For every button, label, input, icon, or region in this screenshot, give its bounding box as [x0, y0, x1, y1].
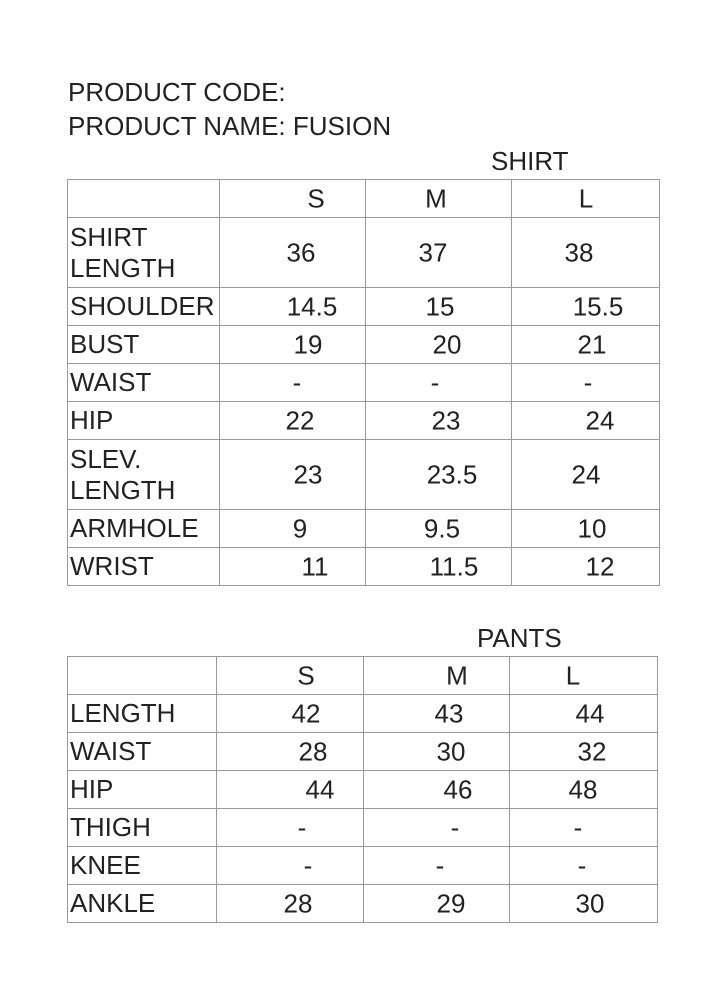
- measurement-value-cell: [510, 847, 658, 885]
- measurement-label-cell: [68, 885, 217, 923]
- measurement-value: -: [577, 850, 587, 880]
- measurement-value: 44: [305, 774, 335, 804]
- measurement-value: 44: [575, 698, 605, 728]
- shirt-section-title: SHIRT: [491, 146, 569, 176]
- measurement-value: 48: [568, 774, 598, 804]
- measurement-value: 12: [585, 551, 615, 581]
- size-label: M: [446, 660, 468, 690]
- measurement-value-cell: [220, 288, 366, 326]
- measurement-value-cell: [364, 847, 510, 885]
- measurement-value: 9.5: [423, 513, 461, 543]
- measurement-value-cell: [364, 733, 510, 771]
- measurement-value: 46: [443, 774, 473, 804]
- measurement-label-cell: [68, 695, 217, 733]
- measurement-value-cell: [512, 288, 660, 326]
- measurement-label: LENGTH: [70, 698, 176, 728]
- measurement-value-cell: [217, 771, 364, 809]
- measurement-value: -: [573, 812, 583, 842]
- measurement-value-cell: [510, 809, 658, 847]
- measurement-label: WRIST: [70, 551, 154, 581]
- measurement-label: SLEV.: [70, 443, 142, 474]
- measurement-value-cell: [510, 771, 658, 809]
- product-name-label: PRODUCT NAME: FUSION: [68, 111, 392, 141]
- measurement-value-cell: [366, 510, 512, 548]
- measurement-value-cell: [220, 510, 366, 548]
- measurement-value: 10: [577, 513, 607, 543]
- measurement-value-cell: [364, 885, 510, 923]
- measurement-row: [68, 548, 660, 586]
- measurement-value-cell: [366, 326, 512, 364]
- measurement-value-cell: [510, 695, 658, 733]
- measurement-value: -: [303, 850, 313, 880]
- measurement-label: HIP: [70, 774, 114, 804]
- measurement-value-cell: [364, 695, 510, 733]
- size-header-cell: [366, 180, 512, 218]
- measurement-label-cell: [68, 809, 217, 847]
- size-header-cell: [364, 657, 510, 695]
- measurement-label-cell: [68, 847, 217, 885]
- measurement-value: 36: [286, 237, 316, 267]
- measurement-value-cell: [217, 733, 364, 771]
- size-header-row: [68, 657, 658, 695]
- measurement-value-cell: [512, 364, 660, 402]
- measurement-value: -: [435, 850, 445, 880]
- measurement-value: 29: [436, 888, 466, 918]
- measurement-value-cell: [220, 548, 366, 586]
- measurement-row: [68, 885, 658, 923]
- measurement-value-cell: [220, 402, 366, 440]
- measurement-value: -: [292, 367, 302, 397]
- size-header-row: [68, 180, 660, 218]
- measurement-row: [68, 288, 660, 326]
- measurement-value-cell: [510, 733, 658, 771]
- measurement-label: KNEE: [70, 850, 141, 880]
- measurement-value: 23: [293, 459, 323, 489]
- measurement-value-cell: [512, 402, 660, 440]
- measurement-row: [68, 695, 658, 733]
- measurement-label: HIP: [70, 405, 114, 435]
- measurement-value: 30: [436, 736, 466, 766]
- measurement-value: 28: [298, 736, 328, 766]
- measurement-value: 30: [575, 888, 605, 918]
- measurement-value-cell: [217, 695, 364, 733]
- measurement-row: [68, 440, 660, 510]
- product-code-label: PRODUCT CODE:: [68, 77, 286, 107]
- measurement-value-cell: [220, 326, 366, 364]
- measurement-row: [68, 218, 660, 288]
- size-header-cell: [217, 657, 364, 695]
- measurement-value: 11.5: [429, 551, 479, 581]
- measurement-value-cell: [512, 218, 660, 288]
- measurement-value-cell: [366, 218, 512, 288]
- measurement-value: -: [450, 812, 460, 842]
- size-header-cell: [510, 657, 658, 695]
- measurement-label: LENGTH: [70, 474, 176, 505]
- measurement-value-cell: [366, 440, 512, 510]
- measurement-label: WAIST: [70, 367, 152, 397]
- measurement-row: [68, 326, 660, 364]
- measurement-value: 19: [293, 329, 323, 359]
- measurement-label: WAIST: [70, 736, 152, 766]
- measurement-label-cell: [68, 326, 220, 364]
- measurement-value: 20: [432, 329, 462, 359]
- measurement-value: -: [583, 367, 593, 397]
- measurement-label: THIGH: [70, 812, 151, 842]
- measurement-value-cell: [512, 548, 660, 586]
- measurement-row: [68, 847, 658, 885]
- measurement-row: [68, 510, 660, 548]
- measurement-row: [68, 733, 658, 771]
- measurement-label-cell: [68, 548, 220, 586]
- measurement-value: 15.5: [572, 291, 624, 321]
- measurement-label-cell: [68, 771, 217, 809]
- measurement-label: ANKLE: [70, 888, 156, 918]
- measurement-label-cell: [68, 440, 220, 510]
- measurement-label-cell: [68, 288, 220, 326]
- measurement-value-cell: [366, 548, 512, 586]
- size-label: L: [565, 660, 581, 690]
- measurement-value-cell: [512, 510, 660, 548]
- measurement-label: LENGTH: [70, 252, 176, 283]
- measurement-row: [68, 771, 658, 809]
- measurement-value: -: [430, 367, 440, 397]
- measurement-label-cell: [68, 218, 220, 288]
- measurement-value: 14.5: [286, 291, 338, 321]
- measurement-value: 11: [301, 551, 329, 581]
- measurement-label-cell: [68, 510, 220, 548]
- measurement-value: 22: [285, 405, 315, 435]
- measurement-label: BUST: [70, 329, 140, 359]
- measurement-value-cell: [220, 218, 366, 288]
- header-empty-cell: [68, 180, 220, 218]
- measurement-value: 24: [571, 459, 601, 489]
- measurement-label-cell: [68, 402, 220, 440]
- measurement-label: SHIRT: [70, 221, 148, 252]
- measurement-value-cell: [366, 288, 512, 326]
- measurement-value-cell: [217, 847, 364, 885]
- size-label: L: [578, 183, 594, 213]
- measurement-value-cell: [220, 440, 366, 510]
- measurement-value-cell: [366, 402, 512, 440]
- measurement-value-cell: [512, 326, 660, 364]
- measurement-value: 23: [431, 405, 461, 435]
- measurement-value: 24: [585, 405, 615, 435]
- shirt-size-table: [67, 179, 660, 586]
- measurement-value: 38: [564, 237, 594, 267]
- measurement-label-cell: [68, 364, 220, 402]
- size-label: M: [425, 183, 447, 213]
- measurement-label: ARMHOLE: [70, 513, 199, 543]
- size-label: S: [307, 183, 325, 213]
- measurement-value-cell: [366, 364, 512, 402]
- measurement-row: [68, 364, 660, 402]
- measurement-value-cell: [364, 809, 510, 847]
- measurement-value-cell: [364, 771, 510, 809]
- measurement-value-cell: [217, 885, 364, 923]
- measurement-value-cell: [510, 885, 658, 923]
- header-empty-cell: [68, 657, 217, 695]
- measurement-value: 32: [577, 736, 607, 766]
- measurement-row: [68, 402, 660, 440]
- size-label: S: [297, 660, 315, 690]
- size-header-cell: [220, 180, 366, 218]
- measurement-value: 15: [425, 291, 455, 321]
- pants-size-table: [67, 656, 658, 923]
- measurement-value: -: [297, 812, 307, 842]
- measurement-label: SHOULDER: [70, 291, 215, 321]
- measurement-value: 37: [418, 237, 448, 267]
- measurement-label-cell: [68, 733, 217, 771]
- measurement-value: 28: [283, 888, 313, 918]
- measurement-value: 43: [434, 698, 464, 728]
- measurement-value: 23.5: [426, 459, 478, 489]
- measurement-value: 9: [292, 513, 308, 543]
- measurement-value-cell: [217, 809, 364, 847]
- measurement-row: [68, 809, 658, 847]
- measurement-value: 21: [577, 329, 607, 359]
- pants-section-title: PANTS: [477, 623, 562, 653]
- size-header-cell: [512, 180, 660, 218]
- measurement-value: 42: [291, 698, 321, 728]
- measurement-value-cell: [220, 364, 366, 402]
- measurement-value-cell: [512, 440, 660, 510]
